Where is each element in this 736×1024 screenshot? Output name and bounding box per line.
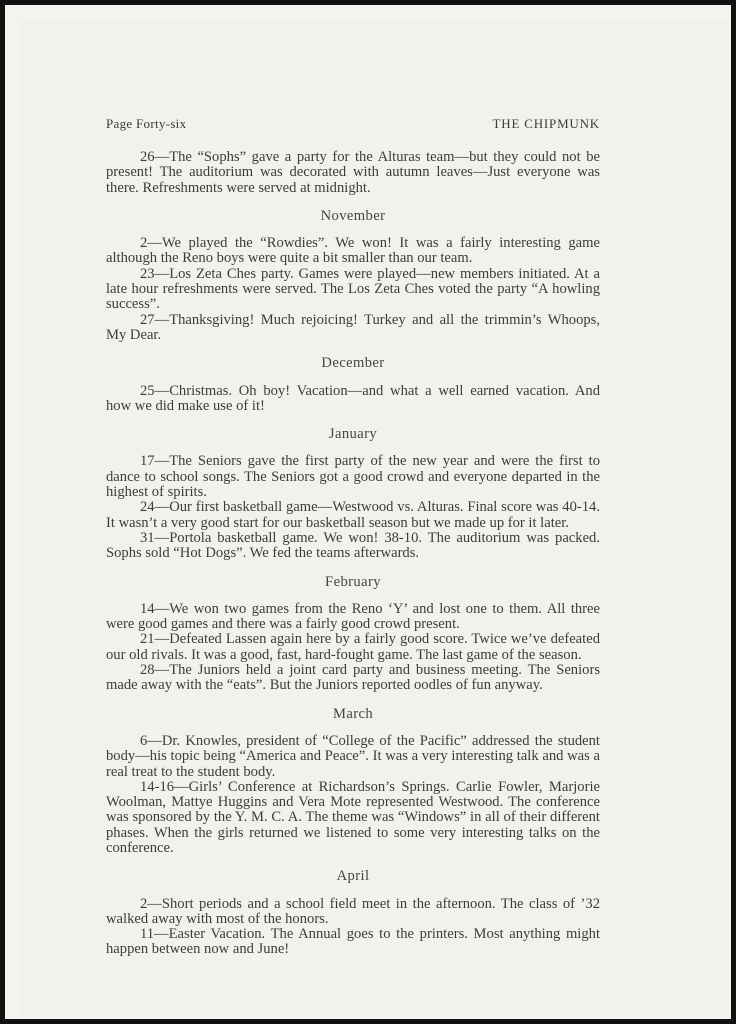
entry: 21—Defeated Lassen again here by a fairly good score. Twice we’ve defeated our old rivals. It was a good, fast, hard-fought game. The last game of the season. xyxy=(106,631,600,663)
month-heading-april: April xyxy=(336,868,370,885)
intro-entry: 26—The “Sophs” gave a party for the Alturas team—but they could not be present! The auditorium was decorated with autumn leaves—Just everyone was there. Refreshments were served at midnight. xyxy=(106,149,600,196)
entry: 11—Easter Vacation. The Annual goes to the printers. Most anything might happen between now and June! xyxy=(106,926,600,958)
month-heading-december: December xyxy=(321,355,385,372)
document-body xyxy=(106,150,600,958)
month-heading-march: March xyxy=(332,705,374,722)
entry: 28—The Juniors held a joint card party and business meeting. The Seniors made away with the “eats”. But the Juniors reported oodles of fun anyway. xyxy=(106,662,600,694)
entry: 27—Thanksgiving! Much rejoicing! Turkey and all the trimmin’s Whoops, My Dear. xyxy=(106,311,600,343)
month-heading-november: November xyxy=(320,207,386,224)
entry: 31—Portola basketball game. We won! 38-10. The auditorium was packed. Sophs sold “Hot Dogs”. We fed the teams afterwards. xyxy=(106,529,600,562)
entry: 14-16—Girls’ Conference at Richardson’s Springs. Carlie Fowler, Marjorie Woolman, Mattye Huggins and Vera Mote represented Westwood. The conference was sponsored by the Y. M. C. A. The theme was “Windows” in all of their different phases. When the girls returned we listened to some very interesting talks on the conference. xyxy=(106,778,600,856)
entry: 2—We played the “Rowdies”. We won! It was a fairly interesting game although the Reno boys were quite a bit smaller than our team. xyxy=(106,235,600,267)
entry: 6—Dr. Knowles, president of “College of the Pacific” addressed the student body—his topic being “America and Peace”. It was a very interesting talk and was a real treat to the student body. xyxy=(106,732,600,780)
entry: 2—Short periods and a school field meet in the afternoon. The class of ’32 walked away with most of the honors. xyxy=(106,895,600,927)
month-heading-january: January xyxy=(328,426,378,443)
entry: 24—Our first basketball game—Westwood vs. Alturas. Final score was 40-14. It wasn’t a very good start for our basketball season but we made up for it later. xyxy=(106,499,600,531)
entry: 17—The Seniors gave the first party of the new year and were the first to dance to school songs. The Seniors got a good crowd and everyone departed in the highest of spirits. xyxy=(106,453,600,501)
publication-title: THE CHIPMUNK xyxy=(492,116,600,131)
entry: 14—We won two games from the Reno ‘Y’ and lost one to them. All three were good games and there was a fairly good crowd present. xyxy=(106,600,600,633)
month-heading-february: February xyxy=(325,573,381,590)
entry: 25—Christmas. Oh boy! Vacation—and what a well earned vacation. And how we did make use of it! xyxy=(106,382,600,414)
entry: 23—Los Zeta Ches party. Games were played—new members initiated. At a late hour refreshments were served. The Los Zeta Ches voted the party “A howling success”. xyxy=(106,265,600,313)
page-number-label: Page Forty-six xyxy=(106,116,187,131)
